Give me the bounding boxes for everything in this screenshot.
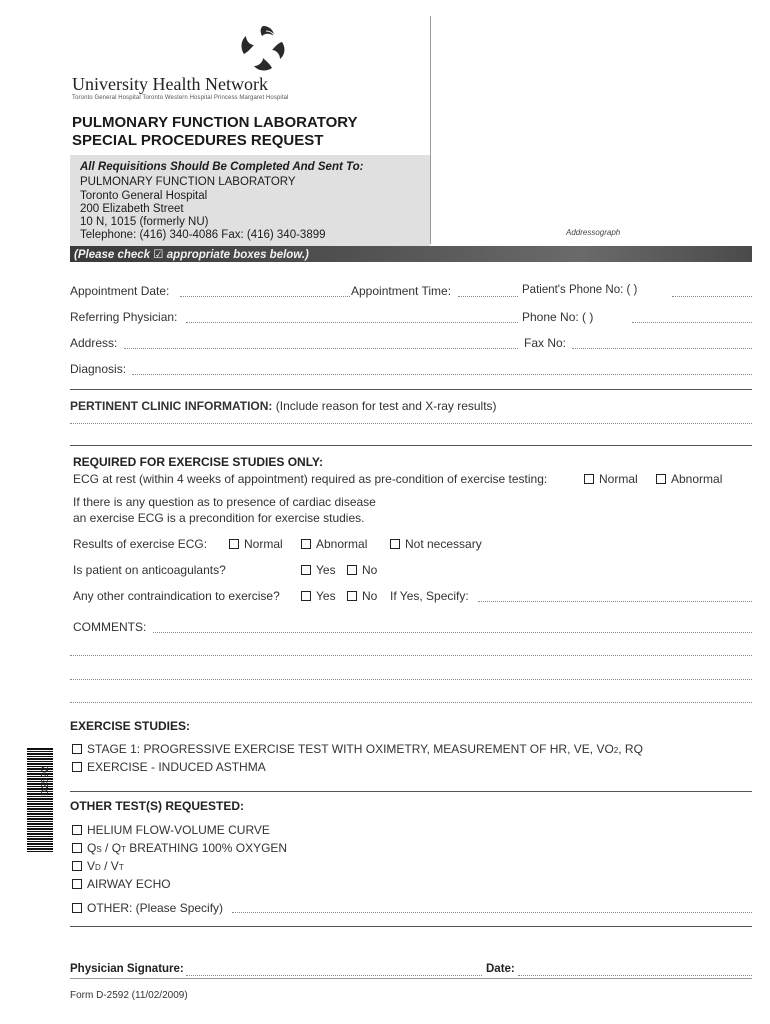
addressograph-label: Addressograph <box>566 228 621 237</box>
diagnosis-field[interactable] <box>132 374 752 375</box>
physician-signature-field[interactable] <box>186 975 482 976</box>
checkbox-icon[interactable] <box>229 539 239 549</box>
patient-phone-label: Patient's Phone No: ( ) <box>522 284 638 296</box>
contraindication-no-option[interactable]: No <box>347 589 377 603</box>
phone-no-label: Phone No: ( ) <box>522 310 594 324</box>
fax-no-label: Fax No: <box>524 336 567 350</box>
send-to-line3: 200 Elizabeth Street <box>80 203 184 215</box>
organization-hospitals: Toronto General Hospital Toronto Western Hospital Princess Margaret Hospital <box>72 95 289 101</box>
airway-echo-option[interactable]: AIRWAY ECHO <box>72 877 171 891</box>
other-tests-heading: OTHER TEST(S) REQUESTED: <box>70 799 245 813</box>
checkbox-icon[interactable] <box>301 591 311 601</box>
comments-label: COMMENTS: <box>73 620 147 634</box>
patient-phone-field[interactable] <box>672 296 752 297</box>
section-divider <box>70 791 752 792</box>
ecg-rest-abnormal-option[interactable]: Abnormal <box>656 472 722 486</box>
helium-flow-volume-option[interactable]: HELIUM FLOW-VOLUME CURVE <box>72 823 270 837</box>
address-field[interactable] <box>124 348 518 349</box>
checkbox-icon[interactable] <box>301 539 311 549</box>
appointment-time-label: Appointment Time: <box>351 284 452 298</box>
uhn-logo-icon <box>236 22 290 74</box>
referring-physician-field[interactable] <box>186 322 518 323</box>
comments-field-4[interactable] <box>70 702 752 703</box>
checkbox-icon[interactable] <box>301 565 311 575</box>
ecg-rest-normal-option[interactable]: Normal <box>584 472 638 486</box>
anticoagulants-yes-option[interactable]: Yes <box>301 563 336 577</box>
question-line1: If there is any question as to presence of cardiac disease <box>73 495 376 509</box>
anticoagulants-label: Is patient on anticoagulants? <box>73 563 226 577</box>
checkbox-icon[interactable] <box>390 539 400 549</box>
exercise-studies-heading: EXERCISE STUDIES: <box>70 719 191 733</box>
results-not-necessary-option[interactable]: Not necessary <box>390 537 482 551</box>
address-label: Address: <box>70 336 118 350</box>
appointment-date-field[interactable] <box>180 296 350 297</box>
instruction-band <box>70 246 752 262</box>
contraindication-yes-option[interactable]: Yes <box>301 589 336 603</box>
contraindication-specify-field[interactable] <box>478 601 752 602</box>
physician-signature-label: Physician Signature: <box>70 963 184 975</box>
results-normal-option[interactable]: Normal <box>229 537 283 551</box>
contraindication-label: Any other contraindication to exercise? <box>73 589 280 603</box>
checkbox-icon[interactable] <box>72 825 82 835</box>
anticoagulants-no-option[interactable]: No <box>347 563 377 577</box>
checkbox-icon[interactable] <box>72 879 82 889</box>
header-divider <box>430 16 431 244</box>
results-abnormal-option[interactable]: Abnormal <box>301 537 367 551</box>
diagnosis-label: Diagnosis: <box>70 362 127 376</box>
footer-divider <box>70 978 752 979</box>
checkbox-icon[interactable] <box>72 762 82 772</box>
send-to-line2: Toronto General Hospital <box>80 190 208 202</box>
section-divider <box>70 445 752 446</box>
organization-name: University Health Network <box>72 74 268 94</box>
send-to-heading: All Requisitions Should Be Completed And Sent To: <box>80 161 364 173</box>
form-title-line2: SPECIAL PROCEDURES REQUEST <box>72 132 324 149</box>
instruction-text: (Please check ☑ appropriate boxes below.) <box>74 249 309 261</box>
barcode-text: D2592 <box>40 766 51 796</box>
barcode <box>27 748 53 852</box>
send-to-line4: 10 N, 1015 (formerly NU) <box>80 216 209 228</box>
exercise-induced-asthma-option[interactable]: EXERCISE - INDUCED ASTHMA <box>72 760 266 774</box>
checkbox-icon[interactable] <box>72 903 82 913</box>
results-exercise-ecg-label: Results of exercise ECG: <box>73 537 208 551</box>
exercise-required-heading: REQUIRED FOR EXERCISE STUDIES ONLY: <box>73 455 324 469</box>
checkbox-icon[interactable] <box>72 744 82 754</box>
checkbox-icon[interactable] <box>347 565 357 575</box>
send-to-line1: PULMONARY FUNCTION LABORATORY <box>80 176 296 188</box>
checkbox-icon[interactable] <box>347 591 357 601</box>
if-yes-specify-label: If Yes, Specify: <box>390 589 469 603</box>
checkbox-icon[interactable] <box>656 474 666 484</box>
date-field[interactable] <box>518 975 752 976</box>
question-line2: an exercise ECG is a precondition for exercise studies. <box>73 511 365 525</box>
ecg-rest-label: ECG at rest (within 4 weeks of appointment) required as pre-condition of exercise testing: <box>73 472 548 486</box>
comments-field-1[interactable] <box>153 632 752 633</box>
checkbox-icon[interactable] <box>584 474 594 484</box>
date-label: Date: <box>486 963 515 975</box>
referring-physician-label: Referring Physician: <box>70 310 178 324</box>
appointment-date-label: Appointment Date: <box>70 284 170 298</box>
form-id: Form D-2592 (11/02/2009) <box>70 990 188 1001</box>
clinic-info-heading: PERTINENT CLINIC INFORMATION: (Include reason for test and X-ray results) <box>70 399 497 413</box>
vd-vt-option[interactable]: VD / VT <box>72 859 124 873</box>
other-test-specify-field[interactable] <box>232 912 752 913</box>
stage1-option[interactable]: STAGE 1: PROGRESSIVE EXERCISE TEST WITH OXIMETRY, MEASUREMENT OF HR, VE, VO2, RQ <box>72 742 643 756</box>
other-test-option[interactable]: OTHER: (Please Specify) <box>72 901 223 915</box>
comments-field-3[interactable] <box>70 679 752 680</box>
checkbox-icon[interactable] <box>72 843 82 853</box>
form-title-line1: PULMONARY FUNCTION LABORATORY <box>72 114 358 131</box>
section-divider <box>70 926 752 927</box>
clinic-info-field-1[interactable] <box>70 423 752 424</box>
phone-no-field[interactable] <box>632 322 752 323</box>
comments-field-2[interactable] <box>70 655 752 656</box>
send-to-line5: Telephone: (416) 340-4086 Fax: (416) 340-3899 <box>80 229 326 241</box>
qs-qt-option[interactable]: QS / QT BREATHING 100% OXYGEN <box>72 841 287 855</box>
fax-no-field[interactable] <box>572 348 752 349</box>
appointment-time-field[interactable] <box>458 296 518 297</box>
section-divider <box>70 389 752 390</box>
checkbox-icon[interactable] <box>72 861 82 871</box>
